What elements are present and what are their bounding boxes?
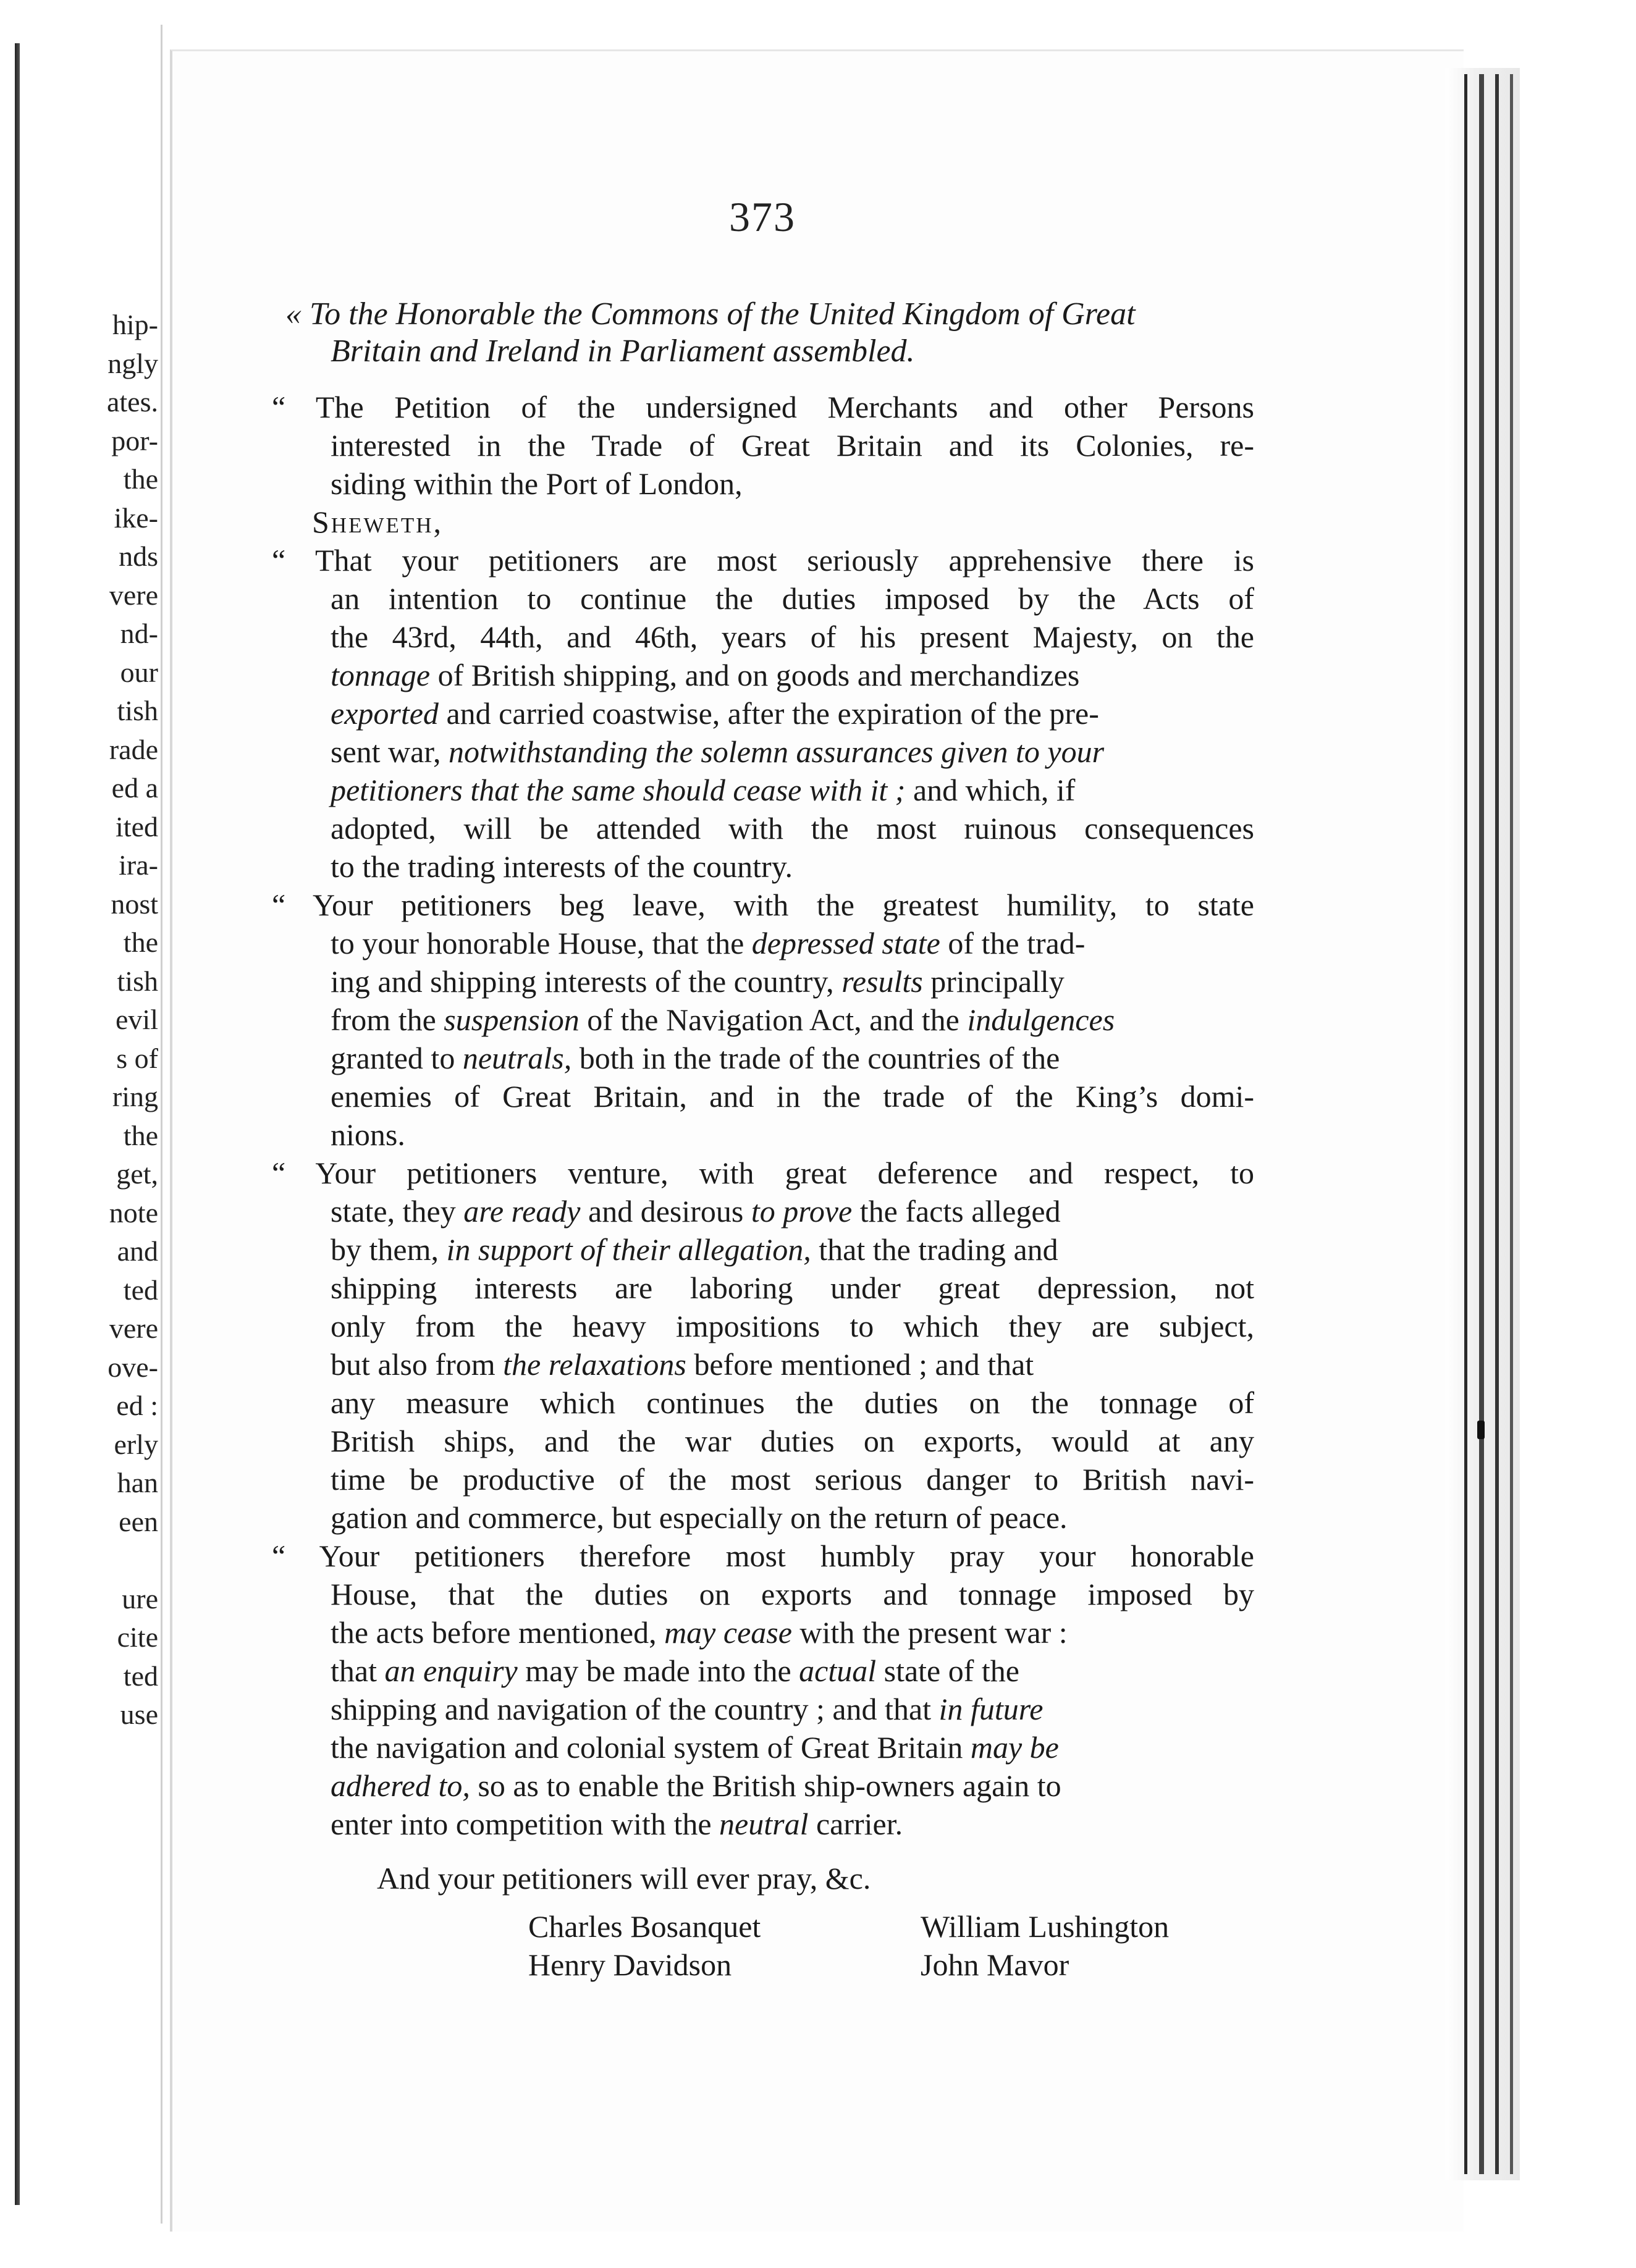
petition-line: “ Your petitioners venture, with great deference and respect, to bbox=[272, 1156, 1254, 1190]
facing-page-line: han bbox=[117, 1467, 158, 1498]
facing-page-line: vere bbox=[109, 579, 158, 611]
facing-page-line: ates. bbox=[106, 386, 158, 418]
petition-line bbox=[331, 924, 1085, 962]
petition-line: the 43rd, 44th, and 46th, years of his present Majesty, on the bbox=[331, 620, 1254, 654]
petition-line bbox=[331, 1728, 1059, 1766]
emphasis: petitioners that the same should cease with it ; bbox=[331, 773, 906, 807]
text-run: and desirous bbox=[580, 1194, 751, 1228]
petition-line: adopted, will be attended with the most ruinous consequences bbox=[331, 811, 1254, 846]
petition-line: “ The Petition of the undersigned Merchants and other Persons bbox=[272, 390, 1254, 424]
page-edge-line bbox=[1464, 74, 1467, 2174]
facing-page-edge bbox=[15, 43, 20, 2205]
petition-line: interested in the Trade of Great Britain and its Colonies, re- bbox=[331, 428, 1254, 463]
petition-line: “ Your petitioners therefore most humbly pray your honorable bbox=[272, 1539, 1254, 1573]
facing-page-line: ited bbox=[116, 810, 158, 842]
text-run: but also from bbox=[331, 1347, 504, 1382]
facing-page-line: s of bbox=[116, 1042, 158, 1074]
page-edge-line bbox=[1510, 74, 1513, 2174]
petition-line bbox=[331, 1345, 1034, 1384]
text-run: carrier. bbox=[808, 1807, 903, 1841]
text-run: that the trading and bbox=[811, 1232, 1058, 1267]
emphasis: depressed state bbox=[751, 926, 940, 960]
heading-line: « To the Honorable the Commons of the United Kingdom of Great bbox=[285, 296, 1136, 332]
facing-page-line: the bbox=[123, 926, 158, 958]
petition-line bbox=[331, 656, 1254, 694]
petition-line: to the trading interests of the country. bbox=[331, 849, 793, 884]
emphasis: neutrals, bbox=[462, 1041, 572, 1075]
petition-line bbox=[331, 1192, 1061, 1230]
facing-page-line: nd- bbox=[120, 618, 158, 649]
facing-page-line: note bbox=[109, 1196, 158, 1228]
text-run: enter into competition with the bbox=[331, 1807, 720, 1841]
page-edge-line bbox=[1495, 74, 1499, 2174]
petition-line bbox=[331, 1613, 1068, 1652]
emphasis: the relaxations bbox=[503, 1347, 686, 1382]
facing-page-line bbox=[107, 1541, 158, 1580]
emphasis: an enquiry bbox=[384, 1653, 518, 1688]
emphasis: may be bbox=[970, 1730, 1059, 1765]
facing-page-line: ted bbox=[123, 1274, 158, 1306]
text-run: state, they bbox=[331, 1194, 464, 1228]
text-run: from the bbox=[331, 1002, 444, 1037]
heading-line: Britain and Ireland in Parliament assembled. bbox=[331, 334, 915, 369]
petition-line: House, that the duties on exports and tonnage imposed by bbox=[331, 1577, 1254, 1611]
petition-line bbox=[331, 1690, 1044, 1728]
petition-line bbox=[331, 771, 1254, 809]
facing-page-line: get, bbox=[116, 1158, 158, 1190]
emphasis: adhered to, bbox=[331, 1768, 470, 1803]
emphasis: in future bbox=[938, 1692, 1044, 1726]
sheweth-label: Sheweth, bbox=[312, 505, 444, 539]
facing-page-line: the bbox=[123, 1119, 158, 1151]
petition-line bbox=[331, 1766, 1061, 1805]
petition-line bbox=[331, 694, 1254, 733]
petition-line: shipping interests are laboring under great depression, not bbox=[331, 1270, 1254, 1305]
text-run: of the trad- bbox=[940, 926, 1086, 960]
text-run: of British shipping, and on goods and merchandizes bbox=[430, 658, 1080, 692]
facing-page-line: nds bbox=[119, 540, 158, 572]
facing-page-line: een bbox=[119, 1505, 158, 1537]
facing-page-line: ure bbox=[122, 1582, 158, 1615]
closing-line: And your petitioners will ever pray, &c. bbox=[377, 1861, 871, 1896]
emphasis: indulgences bbox=[967, 1002, 1115, 1037]
emphasis: results bbox=[841, 964, 923, 999]
page-edge-line bbox=[1479, 74, 1484, 2174]
facing-page-text bbox=[107, 306, 158, 1734]
facing-page-line: nost bbox=[111, 888, 158, 920]
emphasis: may cease bbox=[664, 1615, 792, 1650]
petition-line: nions. bbox=[331, 1117, 405, 1152]
text-run: before mentioned ; and that bbox=[686, 1347, 1034, 1382]
page-mark bbox=[1477, 1421, 1485, 1439]
petition-line: only from the heavy impositions to which they are subject, bbox=[331, 1309, 1254, 1343]
emphasis: neutral bbox=[719, 1807, 809, 1841]
facing-page-line: por- bbox=[111, 424, 158, 456]
facing-page-line: ove- bbox=[108, 1351, 158, 1383]
signature: John Mavor bbox=[921, 1947, 1069, 1982]
petition-line bbox=[331, 1230, 1058, 1269]
petition-line bbox=[331, 733, 1254, 771]
facing-page-line: ed : bbox=[116, 1390, 158, 1421]
text-run: granted to bbox=[331, 1041, 463, 1075]
facing-page-line: evil bbox=[116, 1004, 158, 1035]
text-run: that bbox=[331, 1653, 385, 1688]
text-run: ing and shipping interests of the country, bbox=[331, 964, 842, 999]
petition-line: enemies of Great Britain, and in the trade of the King’s domi- bbox=[331, 1079, 1254, 1114]
signature: Henry Davidson bbox=[528, 1947, 732, 1982]
emphasis: tonnage bbox=[331, 658, 431, 692]
facing-page-line: cite bbox=[117, 1621, 158, 1653]
petition-line: any measure which continues the duties on the tonnage of bbox=[331, 1385, 1254, 1420]
text-run: with the present war : bbox=[791, 1615, 1068, 1650]
text-run: to your honorable House, that the bbox=[331, 926, 752, 960]
petition-line: British ships, and the war duties on exports, would at any bbox=[331, 1424, 1254, 1458]
text-run: shipping and navigation of the country ; and that bbox=[331, 1692, 939, 1726]
text-run: state of the bbox=[876, 1653, 1019, 1688]
facing-page-line: vere bbox=[109, 1312, 158, 1344]
facing-page-line: ted bbox=[123, 1660, 158, 1692]
text-run: the facts alleged bbox=[852, 1194, 1061, 1228]
text-run: the navigation and colonial system of Great Britain bbox=[331, 1730, 971, 1765]
text-run: of the Navigation Act, and the bbox=[579, 1002, 968, 1037]
petition-line bbox=[331, 1805, 903, 1843]
emphasis: exported bbox=[331, 696, 439, 731]
text-run: principally bbox=[922, 964, 1065, 999]
facing-page-line: ngly bbox=[108, 347, 158, 379]
facing-page-line: ira- bbox=[119, 849, 158, 881]
petition-line bbox=[331, 1039, 1060, 1077]
facing-page-line: rade bbox=[109, 733, 158, 765]
petition-line: gation and commerce, but especially on the return of peace. bbox=[331, 1500, 1068, 1535]
text-run: and carried coastwise, after the expiration of the pre- bbox=[438, 696, 1099, 731]
facing-page-line: hip- bbox=[112, 309, 158, 340]
signature: Charles Bosanquet bbox=[528, 1909, 761, 1944]
text-run: sent war, bbox=[331, 734, 449, 769]
text-run: the acts before mentioned, bbox=[331, 1615, 665, 1650]
facing-page-line: the bbox=[123, 463, 158, 495]
emphasis: are ready bbox=[463, 1194, 581, 1228]
petition-line: an intention to continue the duties imposed by the Acts of bbox=[331, 581, 1254, 616]
petition-line bbox=[331, 1001, 1115, 1039]
emphasis: actual bbox=[799, 1653, 877, 1688]
emphasis: in support of their allegation, bbox=[446, 1232, 811, 1267]
emphasis: notwithstanding the solemn assurances given to your bbox=[449, 734, 1105, 769]
petition-line: siding within the Port of London, bbox=[331, 466, 743, 501]
facing-page-line: use bbox=[120, 1699, 158, 1730]
text-run: may be made into the bbox=[517, 1653, 799, 1688]
petition-line bbox=[331, 1652, 1019, 1690]
emphasis: to prove bbox=[751, 1194, 853, 1228]
facing-page-line: tish bbox=[117, 965, 158, 997]
page-stack-edges bbox=[1452, 74, 1526, 2174]
text-run: by them, bbox=[331, 1232, 447, 1267]
emphasis: suspension bbox=[444, 1002, 580, 1037]
petition-line: “ Your petitioners beg leave, with the greatest humility, to state bbox=[272, 888, 1254, 922]
facing-page-line: our bbox=[120, 656, 158, 688]
facing-page-line: ed a bbox=[111, 772, 158, 804]
petition-line: time be productive of the most serious danger to British navi- bbox=[331, 1462, 1254, 1497]
petition-line: “ That your petitioners are most seriously apprehensive there is bbox=[272, 543, 1254, 578]
facing-page bbox=[0, 25, 162, 2224]
facing-page-line: and bbox=[117, 1235, 158, 1267]
text-run: both in the trade of the countries of the bbox=[571, 1041, 1060, 1075]
page-number: 373 bbox=[729, 193, 796, 240]
facing-page-line: tish bbox=[117, 695, 158, 726]
text-run: so as to enable the British ship-owners again to bbox=[470, 1768, 1061, 1803]
petition-line bbox=[331, 962, 1065, 1001]
text-run: and which, if bbox=[905, 773, 1076, 807]
facing-page-line: ring bbox=[112, 1081, 158, 1112]
signature: William Lushington bbox=[921, 1909, 1170, 1944]
facing-page-line: ike- bbox=[114, 502, 158, 534]
facing-page-line: erly bbox=[114, 1428, 158, 1460]
